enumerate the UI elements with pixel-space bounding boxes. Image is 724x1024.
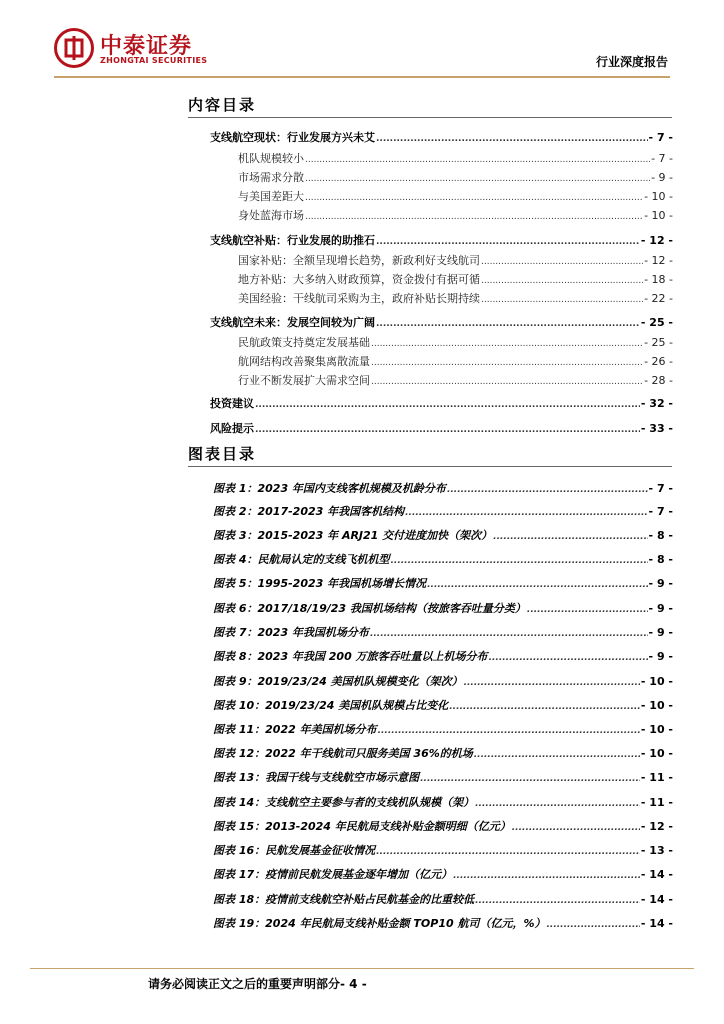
figure-entry-page: - 9 -	[648, 650, 673, 663]
figure-entry[interactable]	[213, 721, 673, 737]
figure-entry-page: - 11 -	[640, 796, 673, 809]
figure-entry-page: - 9 -	[648, 626, 673, 639]
figure-entry-page: - 8 -	[648, 529, 673, 542]
figure-entry[interactable]	[213, 915, 673, 931]
leader-dots	[420, 774, 640, 784]
figure-entry[interactable]	[213, 648, 673, 664]
figure-entry-text: 图表 16：民航发展基金征收情况	[213, 844, 376, 857]
figures-title: 图表目录	[188, 445, 257, 463]
figure-entry[interactable]	[213, 673, 673, 689]
toc-entry-page: - 32 -	[640, 397, 673, 410]
toc-entry-page: - 12 -	[640, 234, 673, 247]
toc-entry-text: 与美国差距大	[238, 190, 304, 203]
figures-title-divider	[188, 466, 672, 467]
page-footer	[148, 975, 367, 992]
figure-entry[interactable]	[213, 891, 673, 907]
toc-entry-page: - 22 -	[644, 292, 673, 305]
figure-entry-page: - 8 -	[648, 553, 673, 566]
toc-entry[interactable]	[238, 271, 673, 287]
leader-dots	[305, 174, 650, 184]
leader-dots	[512, 823, 640, 833]
toc-entry[interactable]	[210, 232, 673, 248]
leader-dots	[464, 678, 640, 688]
toc-entry-page: - 9 -	[651, 171, 673, 184]
toc-title: 内容目录	[188, 96, 257, 114]
page-header	[0, 0, 724, 82]
figure-entry-page: - 10 -	[640, 675, 673, 688]
toc-entry-page: - 7 -	[648, 131, 673, 144]
toc-entry-page: - 12 -	[644, 254, 673, 267]
toc-entry-page: - 25 -	[640, 316, 673, 329]
toc-entry[interactable]	[238, 290, 673, 306]
toc-entry-text: 支线航空补贴：行业发展的助推石	[210, 234, 375, 247]
toc-entry[interactable]	[238, 353, 673, 369]
toc-entry[interactable]	[238, 372, 673, 388]
toc-entry[interactable]	[210, 314, 673, 330]
leader-dots	[427, 580, 647, 590]
figure-entry[interactable]	[213, 818, 673, 834]
figure-entry-page: - 10 -	[640, 699, 673, 712]
logo-cn-text: 中泰证券	[100, 34, 193, 59]
toc-entry-page: - 28 -	[644, 374, 673, 387]
company-logo	[54, 28, 254, 72]
figure-entry-page: - 11 -	[640, 771, 673, 784]
figure-entry-text: 图表 15：2013-2024 年民航局支线补贴金额明细（亿元）	[213, 820, 511, 833]
header-divider	[54, 76, 670, 78]
leader-dots	[255, 425, 640, 435]
leader-dots	[489, 653, 648, 663]
figure-entry-text: 图表 10：2019/23/24 美国机队规模占比变化	[213, 699, 449, 712]
figure-entry[interactable]	[213, 600, 673, 616]
figure-entry[interactable]	[213, 745, 673, 761]
leader-dots	[481, 276, 643, 286]
toc-entry-page: - 10 -	[644, 209, 673, 222]
toc-entry-text: 民航政策支持奠定发展基础	[238, 336, 370, 349]
leader-dots	[390, 556, 647, 566]
figure-entry-text: 图表 19：2024 年民航局支线补贴金额 TOP10 航司（亿元，%）	[213, 917, 546, 930]
figure-entry-text: 图表 13：我国干线与支线航空市场示意图	[213, 771, 420, 784]
toc-entry[interactable]	[238, 207, 673, 223]
figure-entry-text: 图表 4：民航局认定的支线飞机机型	[213, 553, 390, 566]
report-type-label: 行业深度报告	[595, 55, 668, 69]
figure-entry[interactable]	[213, 527, 673, 543]
figure-entry[interactable]	[213, 503, 673, 519]
toc-entry-page: - 18 -	[644, 273, 673, 286]
toc-entry-text: 国家补贴：全额呈现增长趋势，新政利好支线航司	[238, 254, 480, 267]
toc-entry-text: 机队规模较小	[238, 152, 304, 165]
toc-entry-text: 身处蓝海市场	[238, 209, 304, 222]
leader-dots	[378, 726, 640, 736]
figure-entry-text: 图表 7：2023 年我国机场分布	[213, 626, 369, 639]
toc-entry[interactable]	[238, 188, 673, 204]
toc-entry-page: - 26 -	[644, 355, 673, 368]
toc-entry-text: 支线航空未来：发展空间较为广阔	[210, 316, 375, 329]
leader-dots	[305, 155, 650, 165]
logo-en-text: ZHONGTAI SECURITIES	[100, 56, 208, 65]
leader-dots	[547, 920, 640, 930]
leader-dots	[474, 750, 640, 760]
logo-emblem-icon	[54, 28, 94, 68]
footer-divider	[30, 968, 694, 969]
leader-dots	[370, 629, 648, 639]
page-number: - 4 -	[340, 977, 367, 991]
leader-dots	[481, 295, 643, 305]
toc-entry-text: 支线航空现状：行业发展方兴未艾	[210, 131, 375, 144]
figure-entry[interactable]	[213, 480, 673, 496]
toc-title-divider	[188, 117, 672, 118]
toc-entry-text: 地方补贴：大多纳入财政预算，资金拨付有据可循	[238, 273, 480, 286]
figure-entry-page: - 10 -	[640, 723, 673, 736]
figure-entry-text: 图表 6：2017/18/19/23 我国机场结构（按旅客吞吐量分类）	[213, 602, 526, 615]
toc-entry-text: 美国经验：干线航司采购为主，政府补贴长期持续	[238, 292, 480, 305]
toc-entry[interactable]	[210, 129, 673, 145]
figure-entry-page: - 14 -	[640, 917, 673, 930]
figure-entry-page: - 9 -	[648, 602, 673, 615]
leader-dots	[453, 871, 640, 881]
leader-dots	[371, 358, 643, 368]
toc-entry-text: 行业不断发展扩大需求空间	[238, 374, 370, 387]
toc-entry[interactable]	[210, 420, 673, 436]
leader-dots	[449, 702, 640, 712]
toc-entry[interactable]	[238, 252, 673, 268]
toc-entry[interactable]	[238, 150, 673, 166]
leader-dots	[376, 237, 640, 247]
figure-entry-text: 图表 11：2022 年美国机场分布	[213, 723, 377, 736]
leader-dots	[371, 377, 643, 387]
toc-entry-page: - 10 -	[644, 190, 673, 203]
figure-entry-text: 图表 14：支线航空主要参与者的支线机队规模（架）	[213, 796, 475, 809]
toc-entry-text: 投资建议	[210, 397, 254, 410]
figure-entry-page: - 13 -	[640, 844, 673, 857]
leader-dots	[447, 485, 648, 495]
leader-dots	[305, 193, 643, 203]
figure-entry-text: 图表 9：2019/23/24 美国机队规模变化（架次）	[213, 675, 463, 688]
leader-dots	[255, 400, 640, 410]
figure-entry[interactable]	[213, 575, 673, 591]
figure-entry[interactable]	[213, 551, 673, 567]
figure-entry-text: 图表 1：2023 年国内支线客机规模及机龄分布	[213, 482, 446, 495]
figure-entry-page: - 14 -	[640, 868, 673, 881]
toc-entry-text: 航网结构改善聚集离散流量	[238, 355, 370, 368]
figure-entry[interactable]	[213, 866, 673, 882]
toc-entry[interactable]	[238, 334, 673, 350]
figure-entry-text: 图表 17：疫情前民航发展基金逐年增加（亿元）	[213, 868, 453, 881]
figure-entry[interactable]	[213, 794, 673, 810]
leader-dots	[376, 847, 640, 857]
leader-dots	[493, 532, 647, 542]
figure-entry-text: 图表 2：2017-2023 年我国客机结构	[213, 505, 405, 518]
leader-dots	[527, 605, 648, 615]
figure-entry-text: 图表 18：疫情前支线航空补贴占民航基金的比重较低	[213, 893, 475, 906]
figure-entry-page: - 9 -	[648, 577, 673, 590]
figure-entry[interactable]	[213, 697, 673, 713]
leader-dots	[305, 212, 643, 222]
toc-entry-text: 市场需求分散	[238, 171, 304, 184]
figure-entry-text: 图表 5：1995-2023 年我国机场增长情况	[213, 577, 427, 590]
toc-entry-page: - 25 -	[644, 336, 673, 349]
toc-entry-page: - 33 -	[640, 422, 673, 435]
toc-entry[interactable]	[210, 395, 673, 411]
toc-entry-text: 风险提示	[210, 422, 254, 435]
figure-entry-page: - 12 -	[640, 820, 673, 833]
figure-entry-page: - 7 -	[648, 505, 673, 518]
figure-entry[interactable]	[213, 624, 673, 640]
leader-dots	[376, 319, 640, 329]
toc-entry-page: - 7 -	[651, 152, 673, 165]
toc-entry[interactable]	[238, 169, 673, 185]
leader-dots	[371, 339, 643, 349]
figure-entry-page: - 7 -	[648, 482, 673, 495]
figure-entry-text: 图表 12：2022 年干线航司只服务美国 36%的机场	[213, 747, 473, 760]
figure-entry-page: - 10 -	[640, 747, 673, 760]
leader-dots	[475, 896, 640, 906]
figure-entry-text: 图表 3：2015-2023 年 ARJ21 交付进度加快（架次）	[213, 529, 493, 542]
leader-dots	[376, 134, 648, 144]
figure-entry-text: 图表 8：2023 年我国 200 万旅客吞吐量以上机场分布	[213, 650, 488, 663]
figure-entry[interactable]	[213, 769, 673, 785]
leader-dots	[405, 508, 647, 518]
leader-dots	[475, 799, 640, 809]
figure-entry[interactable]	[213, 842, 673, 858]
figure-entry-page: - 14 -	[640, 893, 673, 906]
disclaimer-text: 请务必阅读正文之后的重要声明部分	[148, 977, 341, 991]
leader-dots	[481, 257, 643, 267]
